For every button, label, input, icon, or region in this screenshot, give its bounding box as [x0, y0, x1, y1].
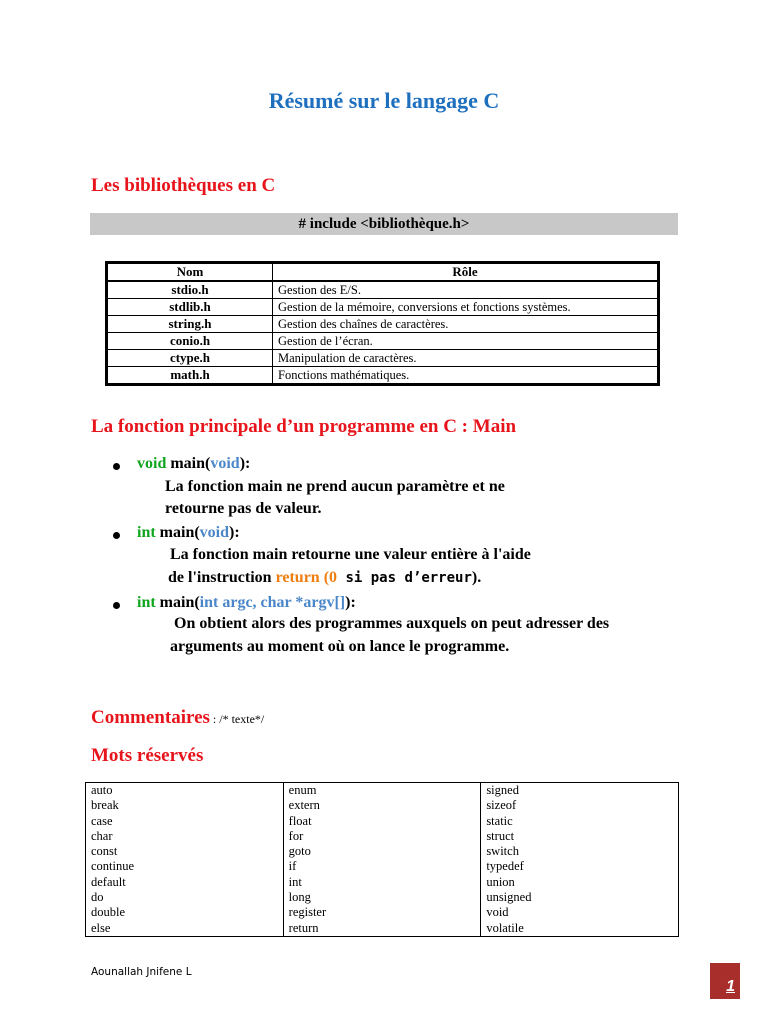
keyword-int: int	[137, 594, 156, 611]
table-header-row	[107, 263, 659, 282]
function-name: main(	[159, 594, 200, 611]
main-int-description-line2	[168, 569, 481, 587]
column-header-role: Rôle	[273, 263, 659, 282]
main-args-description-line1: On obtient alors des programmes auxquels on peut adresser des	[174, 615, 610, 632]
library-role: Gestion des E/S.	[273, 281, 659, 299]
list-item: volatile	[486, 920, 524, 935]
bullet-dot	[113, 532, 120, 539]
list-item: do	[91, 890, 104, 905]
list-item: for	[288, 828, 304, 843]
list-item: case	[91, 813, 113, 828]
keyword-void-arg: void	[210, 455, 240, 472]
list-item: unsigned	[486, 890, 532, 905]
library-name: ctype.h	[107, 350, 273, 367]
reserved-column-1	[86, 783, 284, 937]
main-void-description-line2: retourne pas de valeur.	[165, 500, 322, 517]
function-name: main(	[159, 524, 200, 541]
list-item: float	[288, 813, 312, 828]
libraries-heading: Les bibliothèques en C	[91, 175, 276, 196]
reserved-words-heading: Mots réservés	[91, 745, 204, 766]
list-item: enum	[288, 783, 317, 797]
description-text: de l'instruction	[168, 569, 276, 586]
list-item: extern	[288, 798, 320, 813]
main-void-description-line1: La fonction main ne prend aucun paramètre et ne	[165, 478, 505, 495]
main-prototype-void	[137, 455, 250, 473]
bullet-dot	[113, 463, 120, 470]
document-title: Résumé sur le langage C	[268, 88, 500, 113]
keyword-return: return (0	[275, 569, 338, 586]
library-role: Fonctions mathématiques.	[273, 367, 659, 385]
description-text: ).	[471, 569, 482, 586]
bullet-dot	[113, 602, 120, 609]
page-number-badge	[710, 963, 740, 999]
list-item: switch	[486, 844, 519, 859]
table-row	[107, 281, 659, 299]
prototype-close: ):	[229, 524, 240, 541]
library-name: stdio.h	[107, 281, 273, 299]
return-note: si pas d’erreur	[337, 570, 472, 586]
include-syntax-bar: # include <bibliothèque.h>	[90, 213, 678, 235]
libraries-table	[105, 261, 660, 386]
page-number: 1	[726, 978, 735, 995]
comments-line	[91, 707, 264, 729]
list-item: long	[288, 890, 311, 905]
argc-argv-args: int argc, char *argv[]	[199, 594, 346, 611]
list-item: typedef	[486, 859, 524, 874]
table-row	[107, 333, 659, 350]
library-role: Gestion de la mémoire, conversions et fonctions systèmes.	[273, 299, 659, 316]
list-item: return	[288, 920, 319, 935]
library-name: math.h	[107, 367, 273, 385]
library-name: string.h	[107, 316, 273, 333]
reserved-words-table	[85, 782, 679, 937]
function-name: main(	[170, 455, 211, 472]
list-item: void	[486, 905, 509, 920]
comment-syntax: : /* texte*/	[209, 712, 265, 726]
library-role: Manipulation de caractères.	[273, 350, 659, 367]
table-row	[107, 299, 659, 316]
list-item: sizeof	[486, 798, 517, 813]
list-item: static	[486, 813, 513, 828]
main-int-description-line1: La fonction main retourne une valeur entière à l'aide	[170, 546, 531, 563]
list-item: break	[91, 798, 119, 813]
comments-heading: Commentaires	[91, 707, 210, 728]
library-name: conio.h	[107, 333, 273, 350]
library-role: Gestion des chaînes de caractères.	[273, 316, 659, 333]
main-function-heading: La fonction principale d’un programme en C : Main	[91, 416, 517, 437]
table-row	[107, 316, 659, 333]
main-prototype-argc-argv	[137, 594, 356, 612]
library-name: stdlib.h	[107, 299, 273, 316]
keyword-void: void	[137, 455, 167, 472]
author-name: Aounallah Jnifene L	[91, 966, 192, 978]
list-item: continue	[91, 859, 135, 874]
list-item: signed	[486, 783, 519, 797]
list-item: auto	[91, 783, 113, 797]
list-item: goto	[288, 844, 311, 859]
list-item: union	[486, 874, 515, 889]
column-header-name: Nom	[107, 263, 273, 282]
list-item: struct	[486, 828, 515, 843]
table-row	[107, 367, 659, 385]
keyword-void-arg: void	[199, 524, 230, 541]
list-item: char	[91, 828, 113, 843]
list-item: double	[91, 905, 126, 920]
prototype-close: ):	[239, 455, 251, 472]
prototype-close: ):	[345, 594, 356, 611]
list-item: register	[288, 905, 327, 920]
reserved-column-2	[283, 783, 481, 937]
list-item: const	[91, 844, 118, 859]
list-item: if	[288, 859, 297, 874]
list-item: else	[91, 920, 111, 935]
list-item: int	[288, 874, 302, 889]
main-prototype-int-void	[137, 524, 240, 542]
keyword-int: int	[137, 524, 156, 541]
table-row	[107, 350, 659, 367]
library-role: Gestion de l’écran.	[273, 333, 659, 350]
main-args-description-line2: arguments au moment où on lance le programme.	[170, 638, 510, 655]
reserved-column-3	[481, 783, 679, 937]
list-item: default	[91, 874, 126, 889]
